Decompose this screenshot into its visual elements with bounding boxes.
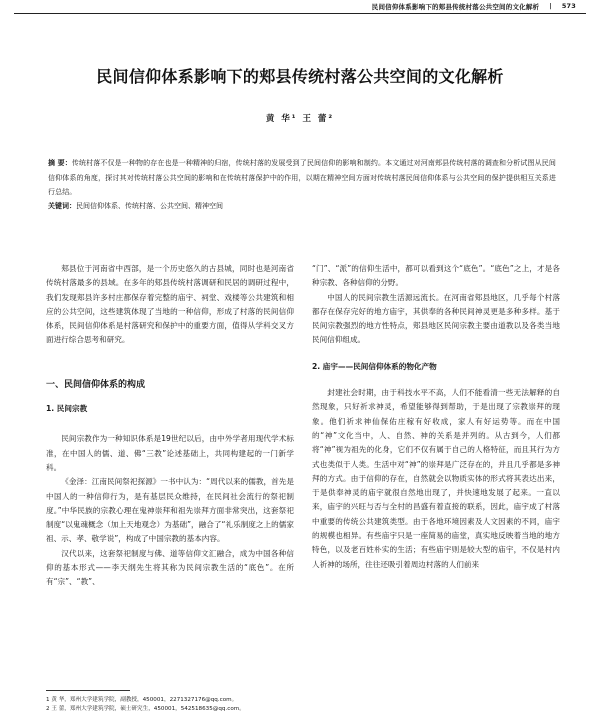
- abstract-text: 传统村落不仅是一种物的存在也是一种精神的归宿，传统村落的发展受到了民间信仰的影响和制约。本文通过对河南郏县传统村落的调查和分析试图从民间信仰体系的角度，探讨其对传统村落公共空间的影响和在传统村落保护中的作用，以期在精神空间方面对传统村落民间信仰体系与公共空间的保护提供相互关系进行总结。: [48, 159, 556, 196]
- abstract: [48, 156, 556, 200]
- footnote-rule: [46, 690, 130, 691]
- intro-paragraph: 郏县位于河南省中西部，是一个历史悠久的古县城，同时也是河南省传统村落最多的县域。在多年的郏县传统村落调研和民居的调研过程中，我们发现郏县许多村庄都保存着完整的庙宇、祠堂、戏楼等公共建筑和相应的公共空间，这些建筑体现了当地的一种信仰，形成了村落的民间信仰体系，民间信仰体系是村落研究和保护中的重要方面，值得从学科交叉方面进行综合思考和研究。: [46, 264, 294, 345]
- paragraph: 民间宗教作为一种知识体系是19世纪以后，由中外学者用现代学术标准，在中国人的儒、道、佛“三教”论述基础上，共同构建起的一门新学科。: [46, 434, 294, 472]
- running-header: [372, 2, 576, 11]
- paragraph: 中国人的民间宗教生活源远流长。在河南省郏县地区，几乎每个村落都存在保存完好的地方庙宇，其供奉的各种民间神灵更是多种多样。基于民间宗教强烈的地方性特点，郏县地区民间宗教主要由道教以及各类当地民间信仰组成。: [312, 292, 560, 345]
- paragraph: 《金泽：江南民间祭祀探源》一书中认为：“周代以来的儒教，首先是中国人的一种信仰行为，是有基层民众维持，在民间社会流行的祭祀制度。”中华民族的宗教心理在鬼神崇拜和祖先崇拜方面非常突出，这套祭祀制度“以鬼魂概念（加上天地观念）为基础”，融合了“礼乐制度之上的儒家祖、示、孝、敬学说”，构成了中国宗教的基本内容。: [46, 477, 294, 544]
- left-column: [46, 262, 294, 590]
- page-number: 573: [561, 2, 576, 10]
- footnote-2: 2 王 蕾，郑州大学建筑学院，硕士研究生，450001，542518635@qq.com。: [46, 706, 245, 712]
- paragraph: 汉代以来，这套祭祀制度与佛、道等信仰文汇融合，成为中国各种信仰的基本形式——李天纲先生将其称为民间宗教生活的“底色”。在所有“宗”、“教”、: [46, 548, 294, 587]
- header-separator: |: [549, 2, 552, 10]
- right-column: [312, 262, 560, 572]
- subsection-heading-2: 2. 庙宇——民间信仰体系的物化产物: [312, 361, 437, 371]
- header-rule: [14, 13, 586, 14]
- paragraph: 封建社会时期，由于科技水平不高，人们不能看清一些无法解释的自然现象，只好祈求神灵，希望能够得到帮助，于是出现了宗教崇拜的现象。他们祈求神仙保佑庄稼有好收成，家人有好运势等。而在中国的“神”文化当中，人、自然、神的关系是并列的。从古到今，人们都将“神”视为祖先的化身，它们不仅有属于自己的人格特征，而且其行为方式也类似于人类。生活中对“神”的崇拜是广泛存在的，并且几乎都是多神拜的方式。由于信仰的存在，自然就会以物质实体的形式将其表达出来，于是供奉神灵的庙宇就很自然地出现了，并快速地发展了起来。一直以来，庙宇的兴旺与否与全村的昌盛有着直接的联系，因此，庙宇成了村落中重要的传统公共建筑类型。由于各地环境因素及人文因素的不同，庙宇的规模也相异。有些庙宇只是一座简易的庙堂，真实地反映着当地的地方特色，以及老百姓朴实的生活；有些庙宇则是较大型的庙宇，不仅是村内人祈神的场所，往往还吸引着周边村落的人们前来: [312, 388, 560, 569]
- section-heading-1: 一、民间信仰体系的构成: [46, 379, 146, 390]
- article-title: 民间信仰体系影响下的郏县传统村落公共空间的文化解析: [96, 67, 504, 86]
- keywords-text: 民间信仰体系、传统村落、公共空间、精神空间: [76, 202, 223, 210]
- paragraph: “门”、“派”的信仰生活中，都可以看到这个“底色”。“底色”之上，才是各种宗教、各种信仰的分野。: [312, 264, 560, 288]
- footnote-1: 1 黄 华，郑州大学建筑学院，副教授，450001，2271327176@qq.com。: [46, 697, 238, 703]
- running-title: 民间信仰体系影响下的郏县传统村落公共空间的文化解析: [371, 3, 540, 11]
- keywords-label: 关键词：: [48, 202, 76, 210]
- subsection-heading-1: 1. 民间宗教: [46, 404, 88, 414]
- keywords: [48, 200, 556, 212]
- abstract-label: 摘 要：: [48, 159, 72, 167]
- article-authors: 黄 华¹ 王 蕾²: [265, 114, 335, 124]
- footnotes: [46, 696, 346, 714]
